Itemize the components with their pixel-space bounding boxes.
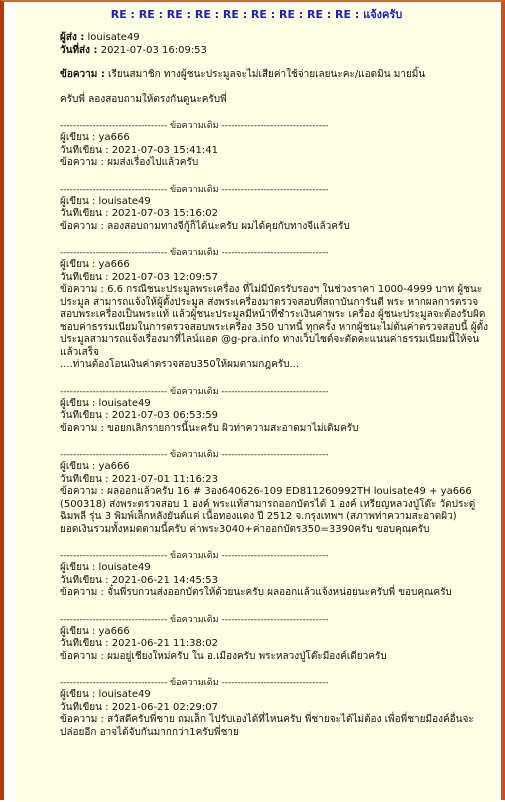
quote-message-text: ลองสอบถามทางจีกู้ก็ได้นะครับ ผมได้คุยกับทางจีแล้วครับ	[107, 220, 350, 232]
writer-label: ผู้เขียน :	[60, 132, 96, 143]
quote-message-text: ขอยกเลิกรายการนี้นะครับ ผิวท่าความสะอาดมาไม่เดิมครับ	[107, 422, 359, 434]
quote-message-text: สวัสดีครับพี่ชาย ถมเล็ก ไปรับเองได้ที่ไหนครับ พี่ชายจะได้ไม่ต้อง เพื่อพี่ชายมีองค์อื่นจะปล่อยอีก อาจได้จับกันมากกว่า1ครับพี่ชาย	[60, 714, 474, 738]
quote-message-label: ข้อความ :	[60, 486, 104, 497]
writer-row	[60, 689, 490, 702]
written-date-row	[60, 272, 490, 285]
quote-message-label: ข้อความ :	[60, 587, 104, 598]
written-date-label: วันที่เขียน :	[60, 410, 109, 421]
quoted-message	[60, 120, 490, 184]
sender-value: louisate49	[87, 32, 140, 43]
written-date-label: วันที่เขียน :	[60, 574, 109, 586]
quoted-message	[60, 677, 490, 753]
quoted-message	[60, 184, 490, 248]
written-date-label: วันที่เขียน :	[60, 208, 109, 219]
writer-value: louisate49	[98, 195, 151, 207]
original-message-separator: --------------------------------- ข้อความเดิม ---------------------------------	[60, 121, 329, 131]
written-date-value: 2021-07-03 15:16:02	[111, 208, 218, 219]
quote-message-text: 6.6 กรณีชนะประมูลพระเครื่อง ที่ไม่มีบัตรรับรองฯ ในช่วงราคา 1000-4999 บาท ผู้ชนะประมูล สามารถแจ้งให้ผู้ตั้งประมูล ส่งพระเครื่องมาตรวจสอบที่สถาบันการันตี พระ หากผลการตรวจสอบพระเครื่องเป็นพระแท้ แล้วผู้ชนะประมูลมีหน้าที่ชำระเงินค่าพระ เครื่อง ผู้ชนะประมูลจะต้องรับผิดชอบค่าธรรมเนียมในการตรวจสอบพระเครื่อง 350 บาทนี้ ทุกครั้ง หากผู้ชนะไม่ต้นค่าตรวจสอบนี้ ผู้ตั้งประมูลสามารถแจ้งเรื่องมาที่ไลน์แอด @g-pra.info ทางเว็บไซต์จะตัดคะแนนค่าธรรมเนียมนี้ให้จนแล้วเสร็จ	[60, 284, 489, 358]
quote-message-text: ผลออกแล้วครับ 16 # 3อง640626-109 ED811260992TH louisate49 + ya666 (500318) ส่งพระตรวจสอบ 1 องค์ พระแท้สามารถออกบัตรได้ 1 องค์ เหรียญหลวงปู่โต๊ะ วัดประดู่ฉิมพลี รุ่น 3 พิมพ์เล็กหลังยันต์แต่ เนื้อทองแดง ปี 2512 จ.กรุงเทพฯ (สภาพท่าความสะอาดผิว)	[60, 486, 476, 522]
original-message-separator: --------------------------------- ข้อความเดิม ---------------------------------	[60, 248, 329, 258]
quoted-message	[60, 247, 490, 386]
written-date-label: วันที่เขียน :	[60, 271, 109, 283]
writer-label: ผู้เขียน :	[60, 689, 96, 700]
writer-value: ya666	[98, 259, 130, 270]
written-date-value: 2021-07-01 11:16:23	[111, 473, 218, 485]
writer-label: ผู้เขียน :	[60, 195, 96, 207]
sender-row	[60, 32, 490, 45]
quote-message	[60, 157, 490, 170]
message-label: ข้อความ :	[60, 69, 105, 80]
quote-message	[60, 486, 490, 524]
writer-row	[60, 259, 490, 272]
writer-value: louisate49	[98, 397, 151, 409]
original-message-separator: --------------------------------- ข้อความเดิม ---------------------------------	[60, 678, 329, 688]
message-panel	[16, 5, 497, 802]
quote-message	[60, 221, 490, 234]
writer-value: ya666	[98, 132, 130, 143]
quote-message-label: ข้อความ :	[60, 714, 104, 725]
message-extra: ครับพี่ ลองสอบถามให้ตรงกันดูนะครับพี่	[60, 93, 227, 105]
message-content	[60, 32, 490, 753]
written-date-value: 2021-06-21 14:45:53	[111, 574, 218, 586]
written-date-label: วันที่เขียน :	[60, 144, 109, 156]
original-message-separator: --------------------------------- ข้อความเดิม ---------------------------------	[60, 614, 329, 625]
quoted-message	[60, 550, 490, 614]
quote-message	[60, 714, 490, 739]
quoted-message	[60, 386, 490, 450]
writer-row	[60, 626, 490, 639]
writer-row	[60, 562, 490, 575]
writer-value: louisate49	[98, 689, 151, 700]
writer-label: ผู้เขียน :	[60, 461, 96, 472]
written-date-row	[60, 145, 490, 158]
quote-message-text: ผมอยู่เชียงใหม่ครับ ใน อ.เมืองครับ พระหลวงปู่โต๊ะมีองค์เดียวครับ	[107, 650, 387, 662]
written-date-row	[60, 575, 490, 588]
written-date-value: 2021-07-03 15:41:41	[111, 144, 218, 156]
writer-row	[60, 398, 490, 411]
writer-row	[60, 461, 490, 474]
written-date-row	[60, 702, 490, 715]
quote-message-label: ข้อความ :	[60, 220, 104, 232]
quote-message-extra: ยอดเงินรวมทั้งหมดตามนี้ครับ ค่าพระ3040+ค่าออกบัตร350=3390ครับ ขอบคุณครับ	[60, 523, 430, 535]
writer-label: ผู้เขียน :	[60, 397, 96, 409]
writer-value: ya666	[98, 461, 130, 472]
written-date-row	[60, 410, 490, 423]
original-message-separator: --------------------------------- ข้อความเดิม ---------------------------------	[60, 184, 329, 195]
writer-label: ผู้เขียน :	[60, 562, 96, 573]
original-message-separator: --------------------------------- ข้อความเดิม ---------------------------------	[60, 450, 329, 460]
written-date-value: 2021-06-21 02:29:07	[111, 701, 218, 713]
quoted-message	[60, 614, 490, 678]
sent-date-row	[60, 45, 490, 58]
quote-message-label: ข้อความ :	[60, 650, 104, 662]
written-date-row	[60, 474, 490, 487]
writer-value: louisate49	[98, 562, 151, 573]
quote-message-text: จั๋นพี่รบกวนส่งออกบัตรให้ด้วยนะครับ ผลออกแล้วแจ้งหน่อยนะครับพี่ ขอบคุณครับ	[107, 587, 452, 598]
writer-row	[60, 132, 490, 145]
written-date-value: 2021-07-03 06:53:59	[111, 410, 218, 421]
quoted-message	[60, 449, 490, 550]
quote-message	[60, 284, 490, 359]
quoted-messages	[60, 120, 490, 753]
writer-label: ผู้เขียน :	[60, 625, 96, 637]
written-date-value: 2021-06-21 11:38:02	[111, 638, 218, 649]
quote-message-label: ข้อความ :	[60, 157, 104, 168]
written-date-label: วันที่เขียน :	[60, 701, 109, 713]
sent-date-value: 2021-07-03 16:09:53	[100, 44, 207, 56]
written-date-label: วันที่เขียน :	[60, 638, 109, 649]
sent-date-label: วันที่ส่ง :	[60, 44, 98, 56]
quote-message-label: ข้อความ :	[60, 284, 104, 295]
message-body	[60, 69, 490, 82]
original-message-separator: --------------------------------- ข้อความเดิม ---------------------------------	[60, 551, 329, 561]
message-text: เรียนสมาชิก ทางผู้ชนะประมูลจะไม่เสียค่าใช้จ่ายเลยนะคะ/แอดมิน มายมิ้น	[108, 69, 426, 80]
quote-message	[60, 651, 490, 664]
written-date-row	[60, 638, 490, 651]
writer-label: ผู้เขียน :	[60, 259, 96, 270]
quote-message-text: ผมส่งเรื่องไปแล้วครับ	[107, 157, 199, 168]
quote-message-label: ข้อความ :	[60, 422, 104, 434]
written-date-label: วันที่เขียน :	[60, 473, 109, 485]
written-date-row	[60, 208, 490, 221]
quote-message-extra: ....ท่านต้องโอนเงินค่าตรวจสอบ350ให้ผมตามกฎครับ...	[60, 359, 300, 370]
writer-value: ya666	[98, 625, 130, 637]
sender-label: ผู้ส่ง :	[60, 32, 85, 43]
writer-row	[60, 196, 490, 209]
thread-title: RE : RE : RE : RE : RE : RE : RE : RE : RE : แจ้งครับ	[110, 8, 403, 21]
original-message-separator: --------------------------------- ข้อความเดิม ---------------------------------	[60, 386, 329, 397]
quote-message	[60, 587, 490, 600]
written-date-value: 2021-07-03 12:09:57	[111, 271, 218, 283]
quote-message	[60, 423, 490, 436]
